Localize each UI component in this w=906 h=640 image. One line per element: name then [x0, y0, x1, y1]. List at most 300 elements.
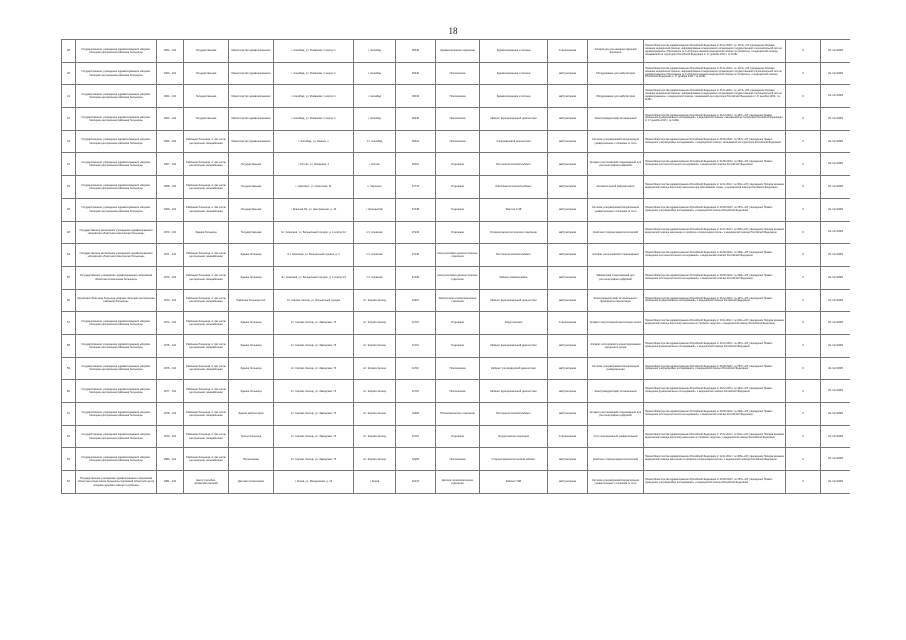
cell-date: 31.12.2025 [821, 289, 851, 312]
cell-flag: 0 [786, 471, 821, 494]
cell-code: 1964…101 [157, 62, 184, 85]
cell-branch: Поликлиника [436, 108, 480, 131]
cell-branch: Отделение [436, 425, 480, 448]
cell-branch: Поликлиника [436, 380, 480, 403]
cell-doc: Приказ Министерства здравоохранения Российской Федерации от 08.06.2020 г. № 557н «Об утверждении Правил проведения ультразвуковых исследований», и медицинской помощи Российской Федерации [644, 198, 786, 221]
cell-flag: 0 [786, 266, 821, 289]
cell-flag: 0 [786, 289, 821, 312]
cell-code: 1964…101 [157, 40, 184, 63]
cell-date: 31.12.2025 [821, 266, 851, 289]
cell-extra: Система ультразвуковой визуализации универсальная [588, 357, 644, 380]
cell-service: Оториноларингологическое отделение [480, 221, 548, 244]
cell-form: Районная больница, в том числе центральная, межрайонная [184, 266, 229, 289]
cell-type: амбулаторная [548, 130, 588, 153]
cell-flag: 0 [786, 40, 821, 63]
cell-city: пгт. Кирово-Чепецк [354, 380, 396, 403]
cell-form: Государственная [184, 40, 229, 63]
cell-org: Государственное учреждение здравоохранения «Кирово-Чепецкая центральная районная больница» [76, 198, 157, 221]
cell-org: Государственное учреждение здравоохранения «Кирово-Чепецкая центральная районная больница» [76, 403, 157, 426]
cell-extra: Маммограф стационарный для рентгенографии цифровой [588, 266, 644, 289]
cell-addr: пгт. Кирово-Чепецк, ул. Заводская, 73 [274, 334, 354, 357]
cell-zip: 16137 [396, 471, 436, 494]
cell-service: Здравоохранение и гигиена [480, 85, 548, 108]
cell-zip: 36121 [396, 153, 436, 176]
cell-date: 31.12.2025 [821, 153, 851, 176]
cell-extra: Электрокардиограф 12-канальный с функцией интерпретации [588, 289, 644, 312]
cell-owner: Здание больница [229, 380, 274, 403]
cell-addr: г. Ашхабад, ул. Романова, 1 корпус 1 [274, 40, 354, 63]
cell-service: Рентгенологический кабинет [480, 244, 548, 267]
cell-code: 1978…101 [157, 403, 184, 426]
cell-date: 31.12.2025 [821, 425, 851, 448]
cell-addr: г. Котлас, ул. Романова, 1 [274, 153, 354, 176]
cell-flag: 0 [786, 425, 821, 448]
cell-form: Районная больница, в том числе центральная, межрайонная [184, 130, 229, 153]
cell-form: Районная больница, в том числе центральная, межрайонная [184, 357, 229, 380]
cell-num: 55 [62, 266, 76, 289]
cell-zip: 11710 [396, 425, 436, 448]
cell-owner: Государственная [229, 198, 274, 221]
cell-zip: 11925 [396, 448, 436, 471]
cell-zip: 11710 [396, 334, 436, 357]
cell-service: Кабинет ультразвуковой диагностики [480, 357, 548, 380]
cell-num: 48 [62, 221, 76, 244]
cell-zip: 37140 [396, 221, 436, 244]
cell-city: г. Ашхабад [354, 85, 396, 108]
table-row [62, 244, 851, 267]
cell-zip: 36440 [396, 62, 436, 85]
cell-city: пгт. Кирово-Чепецк [354, 312, 396, 335]
cell-service: Здравоохранение и гигиена [480, 40, 548, 63]
cell-org: Государственное учреждение здравоохранения «Кирово-Чепецкая центральная районная больница» [76, 312, 157, 335]
table-row [62, 221, 851, 244]
cell-doc: Приказ Министерства здравоохранения Российской Федерации от 12.11.2012 г. № 905н «Об утверждении Порядка оказания медицинской помощи населению по профилю оториноларингология», и медицинской помощи Российской Федерации [644, 221, 786, 244]
cell-type: амбулаторная [548, 380, 588, 403]
cell-code: 1964…101 [157, 85, 184, 108]
cell-num: 61 [62, 403, 76, 426]
cell-date: 31.12.2025 [821, 357, 851, 380]
table-row [62, 266, 851, 289]
page-number: 18 [448, 26, 458, 36]
cell-form: Районная больница, в том числе центральная, межрайонная [184, 289, 229, 312]
cell-zip: 36440 [396, 108, 436, 131]
cell-org: Государственное учреждение здравоохранения «Кирово-Чепецкая центральная районная больница» [76, 62, 157, 85]
cell-doc: Приказ Министерства здравоохранения Российской Федерации от 15.11.2012 г. № 922н «Об утверждении Порядка оказания медицинской помощи взрослому населению по профилю хирургия», и медицинской помощи Российской Федерации [644, 425, 786, 448]
cell-owner: Детская поликлиника [229, 471, 274, 494]
cell-extra: Оборудование для амбулатории [588, 62, 644, 85]
cell-org: Государственное учреждение здравоохранения «Кирово-Чепецкая центральная районная больница» [76, 357, 157, 380]
table-row [62, 448, 851, 471]
cell-service: Рентгенологический кабинет [480, 153, 548, 176]
cell-zip: 11927 [396, 289, 436, 312]
table-row [62, 62, 851, 85]
cell-date: 31.12.2025 [821, 40, 851, 63]
cell-org: Государственное учреждение здравоохранения «Кирово-Чепецкая центральная районная больница» [76, 334, 157, 357]
cell-service: Здравоохранение и гигиена [480, 62, 548, 85]
cell-date: 31.12.2025 [821, 176, 851, 199]
cell-doc: Приказ Министерства здравоохранения Российской Федерации от 26.12.2016 г. № 997н «Об утверждении Правил проведения функциональных исследований», и медицинской помощи Российской Федерации [644, 334, 786, 357]
cell-city: г. Красный Яр [354, 198, 396, 221]
cell-form: Районная больница, в том числе центральная, межрайонная [184, 198, 229, 221]
cell-code: 1973…101 [157, 289, 184, 312]
table-row [62, 403, 851, 426]
cell-org: Государственное учреждение здравоохранения «Кировская областная клиническая больница» [76, 266, 157, 289]
table-row [62, 289, 851, 312]
cell-org: Государственное автономное учреждение здравоохранения «Кировская областная клиническая больница» [76, 221, 157, 244]
cell-service: Хирургическое [480, 312, 548, 335]
cell-zip: 37140 [396, 244, 436, 267]
cell-form: Районная больница, в том числе центральная, межрайонная [184, 312, 229, 335]
cell-code: 1975…101 [157, 334, 184, 357]
cell-org: Государственное учреждение здравоохранения «Кирово-Чепецкая центральная районная больница» [76, 380, 157, 403]
cell-extra: Стол операционный универсальный [588, 425, 644, 448]
cell-city: пгт. Алексеев [354, 244, 396, 267]
cell-code: 1968…101 [157, 176, 184, 199]
cell-service: Кабинет функциональной диагностики [480, 108, 548, 131]
cell-doc: Приказ Министерства здравоохранения Российской Федерации от 06.11.2020 г. № 1271н «Об утверждении Порядка оказания медицинской помощи, информирование в медицинских организациях государственной и муниципальной систем здравоохранения» (Приложение № 6 «Порядок оказания медицинской помощи по профилю»), и медицинской помощи, оказываемой на территории Российской Федерации от 17 декабря 2010 г. № 1128н [644, 40, 786, 63]
cell-type: амбулаторная [548, 244, 588, 267]
cell-type: амбулаторная [548, 471, 588, 494]
cell-service: Рентгенологический кабинет [480, 403, 548, 426]
cell-org: Государственное учреждение здравоохранения «Кирово-Чепецкая центральная районная больница» [76, 448, 157, 471]
cell-date: 31.12.2025 [821, 198, 851, 221]
table-row [62, 153, 851, 176]
cell-city: г. Киров [354, 471, 396, 494]
equipment-table-container [61, 39, 850, 630]
cell-num: 57 [62, 312, 76, 335]
cell-code: 1964…101 [157, 108, 184, 131]
table-row [62, 334, 851, 357]
cell-extra: Аппарат искусственной вентиляции легких [588, 312, 644, 335]
cell-addr: пгт. Кирово-Чепецк, ул. Больничный городок [274, 289, 354, 312]
cell-code: 1976…101 [157, 357, 184, 380]
cell-org: Государственное учреждение здравоохранения «Кирово-Чепецкая центральная районная больница» [76, 85, 157, 108]
cell-code: 1974…101 [157, 312, 184, 335]
cell-owner: Здание больница [229, 244, 274, 267]
cell-zip: 11710 [396, 380, 436, 403]
cell-addr: г. Киров, ул. Менделеева, д. 12 [274, 471, 354, 494]
cell-num: 60 [62, 380, 76, 403]
cell-code: 1979…101 [157, 425, 184, 448]
cell-doc: Приказ Министерства здравоохранения Российской Федерации от 09.06.2020 г. № 560н «Об утверждении Правил проведения рентгенологических исследований», и медицинской помощи Российской Федерации [644, 266, 786, 289]
cell-branch: Поликлиника [436, 357, 480, 380]
cell-org: Государственное учреждение здравоохранения «Кировская областная клиническая больница» Кировский областной центр «Охрана здоровья матери и ребенка» [76, 471, 157, 494]
cell-addr: пгт. Кирово-Чепецк, ул. Заводская, 73 [274, 380, 354, 403]
cell-branch: Поликлиническое отделение [436, 403, 480, 426]
cell-zip: 11925 [396, 403, 436, 426]
cell-extra: Аппарат холтеровского мониторирования сердечного ритма [588, 334, 644, 357]
cell-type: амбулаторная [548, 403, 588, 426]
table-row [62, 357, 851, 380]
cell-type: амбулаторная [548, 289, 588, 312]
cell-zip: 11710 [396, 357, 436, 380]
cell-doc: Приказ Министерства здравоохранения Российской Федерации от 26.12.2016 г. № 997н «Об утверждении Правил проведения функциональных исследований», и медицинской помощи Российской Федерации [644, 289, 786, 312]
cell-num: 40 [62, 62, 76, 85]
cell-flag: 0 [786, 62, 821, 85]
cell-form: Государственная [184, 85, 229, 108]
cell-form: Районная больница, в том числе центральная, межрайонная [184, 244, 229, 267]
table-row [62, 198, 851, 221]
cell-org: Государственное учреждение здравоохранения «Кирово-Чепецкая центральная районная больница» [76, 40, 157, 63]
cell-type: амбулаторная [548, 334, 588, 357]
cell-num: 59 [62, 357, 76, 380]
cell-extra: Аппаратура для оказания функций внешнего [588, 40, 644, 63]
cell-form: Районная больница, в том числе центральная, межрайонная [184, 425, 229, 448]
cell-zip: 11710 [396, 312, 436, 335]
cell-num: 54 [62, 244, 76, 267]
cell-form: Районная больница, в том числе центральная, межрайонная [184, 403, 229, 426]
cell-branch: Здравоохранение отделение [436, 40, 480, 63]
cell-type: Стационарная [548, 312, 588, 335]
cell-flag: 0 [786, 380, 821, 403]
cell-extra: Оборудование для амбулатории [588, 85, 644, 108]
cell-form: Центр (лечебно-профилактический) [184, 471, 229, 494]
cell-service: Кабинет маммографии [480, 266, 548, 289]
cell-service: Кабинет функциональной диагностики [480, 380, 548, 403]
cell-doc: Приказ Министерства здравоохранения Российской Федерации от 09.06.2020 г. № 560н «Об утверждении Правил проведения рентгенологических исследований», и медицинской помощи Российской Федерации [644, 244, 786, 267]
cell-extra: Система ультразвуковой визуализации универсальная с питанием от сети [588, 198, 644, 221]
cell-zip: 36440 [396, 85, 436, 108]
cell-addr: г. Красный Яр, ул. Центральная, д. 10 [274, 198, 354, 221]
table-row [62, 380, 851, 403]
cell-type: амбулаторная [548, 266, 588, 289]
cell-branch: Отделение [436, 312, 480, 335]
cell-owner: Министерство здравоохранения [229, 40, 274, 63]
cell-doc: Приказ Министерства здравоохранения Российской Федерации от 08.06.2020 г. № 557н «Об утверждении Правил проведения ультразвуковых исследований», и медицинской помощи, оказываемой на территории Российской Федерации [644, 130, 786, 153]
cell-service: Ультразвуковой диагностики [480, 130, 548, 153]
table-body [62, 40, 851, 494]
cell-org: Государственное учреждение здравоохранения «Кирово-Чепецкая центральная районная больница» [76, 108, 157, 131]
cell-owner: Здание больница [229, 357, 274, 380]
cell-city: г. Котлас [354, 153, 396, 176]
cell-branch: Консультативно-диагностическое отделение [436, 244, 480, 267]
cell-doc: Приказ Министерства здравоохранения Российской Федерации от 12.11.2012 г. № 905н «Об утверждении Порядка оказания медицинской помощи населению по профилю оториноларингология», и медицинской помощи Российской Федерации [644, 448, 786, 471]
cell-date: 31.12.2025 [821, 130, 851, 153]
cell-num: 64 [62, 471, 76, 494]
cell-num: 56 [62, 289, 76, 312]
cell-extra: Система ультразвуковой визуализации универсальная с питанием от сети [588, 471, 644, 494]
cell-date: 31.12.2025 [821, 380, 851, 403]
cell-addr: пгт. Алексеев, ул. Больничный городок, д. 1 [274, 244, 354, 267]
cell-owner: Третья больница [229, 425, 274, 448]
cell-owner: Министерство здравоохранения [229, 130, 274, 153]
cell-branch: Отделение [436, 221, 480, 244]
cell-doc: Приказ Министерства здравоохранения Российской Федерации от 09.06.2020 г. № 560н «Об утверждении Правил проведения рентгенологических исследований», и медицинской помощи Российской Федерации [644, 153, 786, 176]
cell-service: Кабинет функциональной диагностики [480, 289, 548, 312]
cell-type: амбулаторная [548, 108, 588, 131]
cell-flag: 0 [786, 403, 821, 426]
cell-extra: Автоматический рефрактометр [588, 176, 644, 199]
cell-doc: Приказ Министерства здравоохранения Российской Федерации от 26.12.2016 г. № 997н «Об утверждении Правил проведения функциональных исследований», и медицинской помощи, оказываемой на территории Российской Федерации от 17 декабря 2010 г. № 1128н [644, 108, 786, 131]
cell-city: пгт. Кирово-Чепецк [354, 448, 396, 471]
cell-addr: пгт. Кирово-Чепецк, ул. Заводская, 73 [274, 425, 354, 448]
cell-org: Государственное учреждение здравоохранения «Кирово-Чепецкая центральная районная больница» [76, 176, 157, 199]
cell-service: Офтальмологический кабинет [480, 176, 548, 199]
cell-num: 41 [62, 85, 76, 108]
cell-code: 1971…101 [157, 244, 184, 267]
cell-addr: пгт. Алексеев, ул. Больничный городок, д. 1 корпус 12 [274, 266, 354, 289]
cell-branch: Поликлиника [436, 85, 480, 108]
cell-flag: 0 [786, 221, 821, 244]
cell-code: 1967…101 [157, 153, 184, 176]
cell-zip: 37770 [396, 176, 436, 199]
cell-service: Оториноларингологический кабинет [480, 448, 548, 471]
table-row [62, 471, 851, 494]
cell-flag: 0 [786, 357, 821, 380]
cell-zip: 36440 [396, 40, 436, 63]
cell-service: Кабинет функциональной диагностики [480, 334, 548, 357]
cell-date: 31.12.2025 [821, 62, 851, 85]
cell-flag: 0 [786, 334, 821, 357]
cell-flag: 0 [786, 244, 821, 267]
cell-zip: 37140 [396, 266, 436, 289]
cell-type: амбулаторная [548, 357, 588, 380]
cell-date: 31.12.2025 [821, 312, 851, 335]
cell-extra: Электрокардиограф 12-канальный [588, 380, 644, 403]
cell-num: 62 [62, 425, 76, 448]
cell-code: 1972…101 [157, 266, 184, 289]
cell-flag: 0 [786, 130, 821, 153]
cell-owner: Здание больница [229, 266, 274, 289]
cell-form: Районная больница, в том числе центральная, межрайонная [184, 380, 229, 403]
cell-type: амбулаторная [548, 153, 588, 176]
cell-zip: 37148 [396, 198, 436, 221]
cell-num: 44 [62, 153, 76, 176]
cell-owner: Государственная [229, 153, 274, 176]
cell-doc: Приказ Министерства здравоохранения Российской Федерации от 26.12.2016 г. № 997н «Об утверждении Правил проведения функциональных исследований», и медицинской помощи Российской Федерации [644, 380, 786, 403]
equipment-table [61, 39, 850, 494]
cell-type: амбулаторная [548, 62, 588, 85]
cell-doc: Приказ Министерства здравоохранения Российской Федерации от 12.11.2012 г. № 902н «Об утверждении Порядка оказания медицинской помощи взрослому населению при заболеваниях глаза», и медицинской помощи Российской Федерации [644, 176, 786, 199]
cell-addr: г. Ашхабад, ул. Ленина, 1 [274, 130, 354, 153]
cell-branch: Консультативно-диагностическое отделение [436, 266, 480, 289]
cell-org: Государственное учреждение здравоохранения «Кирово-Чепецкая центральная районная больница» [76, 153, 157, 176]
cell-city: пгт. Кирово-Чепецк [354, 334, 396, 357]
cell-extra: Комплекс оториноларингологический [588, 221, 644, 244]
cell-num: 38 [62, 40, 76, 63]
cell-type: Стационарная [548, 425, 588, 448]
cell-owner: Министерство здравоохранения [229, 108, 274, 131]
cell-zip: 36121 [396, 130, 436, 153]
cell-city: пгт. Кирово-Чепецк [354, 357, 396, 380]
cell-flag: 0 [786, 312, 821, 335]
cell-extra: Комплекс оториноларингологический [588, 448, 644, 471]
cell-doc: Приказ Министерства здравоохранения Российской Федерации от 06.11.2020 г. № 1271н «Об утверждении Порядка оказания медицинской помощи, информирование в медицинских организациях государственной и муниципальной систем здравоохранения» (Приложение № 6 «Порядок оказания медицинской помощи по профилю»), и медицинской помощи Российской Федерации от 17 декабря 2010 г. № 1128н [644, 62, 786, 85]
cell-doc: Приказ Министерства здравоохранения Российской Федерации от 06.11.2020 г. № 1271н «Об утверждении Порядка оказания медицинской помощи, информирование в медицинских организациях государственной и муниципальной систем здравоохранения», и медицинской помощи, оказываемой на территории Российской Федерации от 17 декабря 2010 г. № 1128н [644, 85, 786, 108]
cell-num: 46 [62, 198, 76, 221]
cell-flag: 0 [786, 448, 821, 471]
cell-flag: 0 [786, 85, 821, 108]
cell-code: 1977…101 [157, 380, 184, 403]
cell-date: 31.12.2025 [821, 85, 851, 108]
cell-date: 31.12.2025 [821, 471, 851, 494]
cell-org: Государственное учреждение здравоохранения «Кирово-Чепецкая центральная районная больница» [76, 425, 157, 448]
cell-type: амбулаторная [548, 85, 588, 108]
cell-branch: Детское поликлиническое отделение [436, 471, 480, 494]
cell-num: 63 [62, 448, 76, 471]
cell-flag: 0 [786, 108, 821, 131]
cell-flag: 0 [786, 176, 821, 199]
cell-branch: Отделение [436, 153, 480, 176]
cell-owner: Здание амбулатории [229, 403, 274, 426]
cell-service: Хирургическое отделение [480, 425, 548, 448]
cell-code: 1980…101 [157, 448, 184, 471]
cell-extra: Аппарат рентгеновский стационарный для рентгенографии цифровой [588, 153, 644, 176]
cell-branch: Отделение [436, 176, 480, 199]
cell-type: Стационарная [548, 40, 588, 63]
cell-doc: Приказ Министерства здравоохранения Российской Федерации от 09.06.2020 г. № 560н «Об утверждении Правил проведения рентгенологических исследований», и медицинской помощи Российской Федерации [644, 403, 786, 426]
cell-owner: Здание больница [229, 334, 274, 357]
cell-addr: пгт. Кирово-Чепецк, ул. Заводская, 73 [274, 357, 354, 380]
cell-owner: Министерство здравоохранения [229, 62, 274, 85]
cell-date: 31.12.2025 [821, 334, 851, 357]
cell-org: Государственное автономное учреждение здравоохранения «Кировская областная клиническая больница» [76, 244, 157, 267]
cell-city: пгт. Кирово-Чепецк [354, 289, 396, 312]
cell-flag: 0 [786, 198, 821, 221]
cell-addr: г. Чарозеро, ул. Советская, 11 [274, 176, 354, 199]
cell-date: 31.12.2025 [821, 403, 851, 426]
cell-date: 31.12.2025 [821, 221, 851, 244]
cell-date: 31.12.2025 [821, 108, 851, 131]
cell-num: 58 [62, 334, 76, 357]
cell-service: Рентген У-38 [480, 198, 548, 221]
table-row [62, 176, 851, 199]
cell-type: амбулаторная [548, 198, 588, 221]
cell-form: Районная больница, в том числе центральная, межрайонная [184, 448, 229, 471]
cell-addr: пгт. Кирово-Чепецк, ул. Заводская, 73 [274, 403, 354, 426]
cell-num: 42 [62, 108, 76, 131]
table-row [62, 425, 851, 448]
cell-date: 31.12.2025 [821, 448, 851, 471]
cell-flag: 0 [786, 153, 821, 176]
table-row [62, 312, 851, 335]
cell-branch: Поликлиника [436, 62, 480, 85]
cell-date: 31.12.2025 [821, 244, 851, 267]
cell-extra: Аппарат рентгеновский стационарный для рентгенографии цифровой [588, 403, 644, 426]
cell-city: г. Ашхабад [354, 108, 396, 131]
cell-city: г. Ашхабад [354, 62, 396, 85]
cell-branch: Поликлиника [436, 130, 480, 153]
cell-form: Районная больница, в том числе центральная, межрайонная [184, 176, 229, 199]
cell-doc: Приказ Министерства здравоохранения Российской Федерации от 08.06.2020 г. № 557н «Об утверждении Правил проведения ультразвуковых исследований», и медицинской помощи Российской Федерации [644, 471, 786, 494]
cell-form: Районная больница, в том числе центральная, межрайонная [184, 153, 229, 176]
cell-city: пгт. Алексеев [354, 221, 396, 244]
cell-branch: Поликлиника [436, 448, 480, 471]
cell-owner: Районная больница №1 [229, 289, 274, 312]
cell-city: г. Ашхабад [354, 40, 396, 63]
cell-type: амбулаторная [548, 448, 588, 471]
cell-extra: Электрокардиограф 12-канальный [588, 108, 644, 131]
table-row [62, 85, 851, 108]
table-row [62, 40, 851, 63]
cell-extra: Система ультразвуковой визуализации универсальная с питанием от сети [588, 130, 644, 153]
cell-addr: г. Ашхабад, ул. Романова, 1 корпус 1 [274, 108, 354, 131]
cell-code: 1970…101 [157, 221, 184, 244]
cell-owner: Здание больница [229, 312, 274, 335]
cell-doc: Приказ Министерства здравоохранения Российской Федерации от 08.06.2020 г. № 557н «Об утверждении Правил проведения ультразвуковых исследований», и медицинской помощи Российской Федерации [644, 357, 786, 380]
cell-city: пгт. Алексеев [354, 266, 396, 289]
cell-addr: пгт. Кирово-Чепецк, ул. Заводская, 73 [274, 312, 354, 335]
cell-form: Здание больница [184, 221, 229, 244]
cell-code: 1981…101 [157, 471, 184, 494]
cell-branch: Амбулаторно-поликлиническое отделение [436, 289, 480, 312]
cell-city: пгт. Кирово-Чепецк [354, 425, 396, 448]
cell-org: Кировская областная больница «Кирово-Чепецкая центральная районная больница» [76, 289, 157, 312]
cell-code: 1964…101 [157, 130, 184, 153]
cell-branch: Отделение [436, 334, 480, 357]
cell-city: пгт. Кирово-Чепецк [354, 403, 396, 426]
cell-owner: Министерство здравоохранения [229, 85, 274, 108]
